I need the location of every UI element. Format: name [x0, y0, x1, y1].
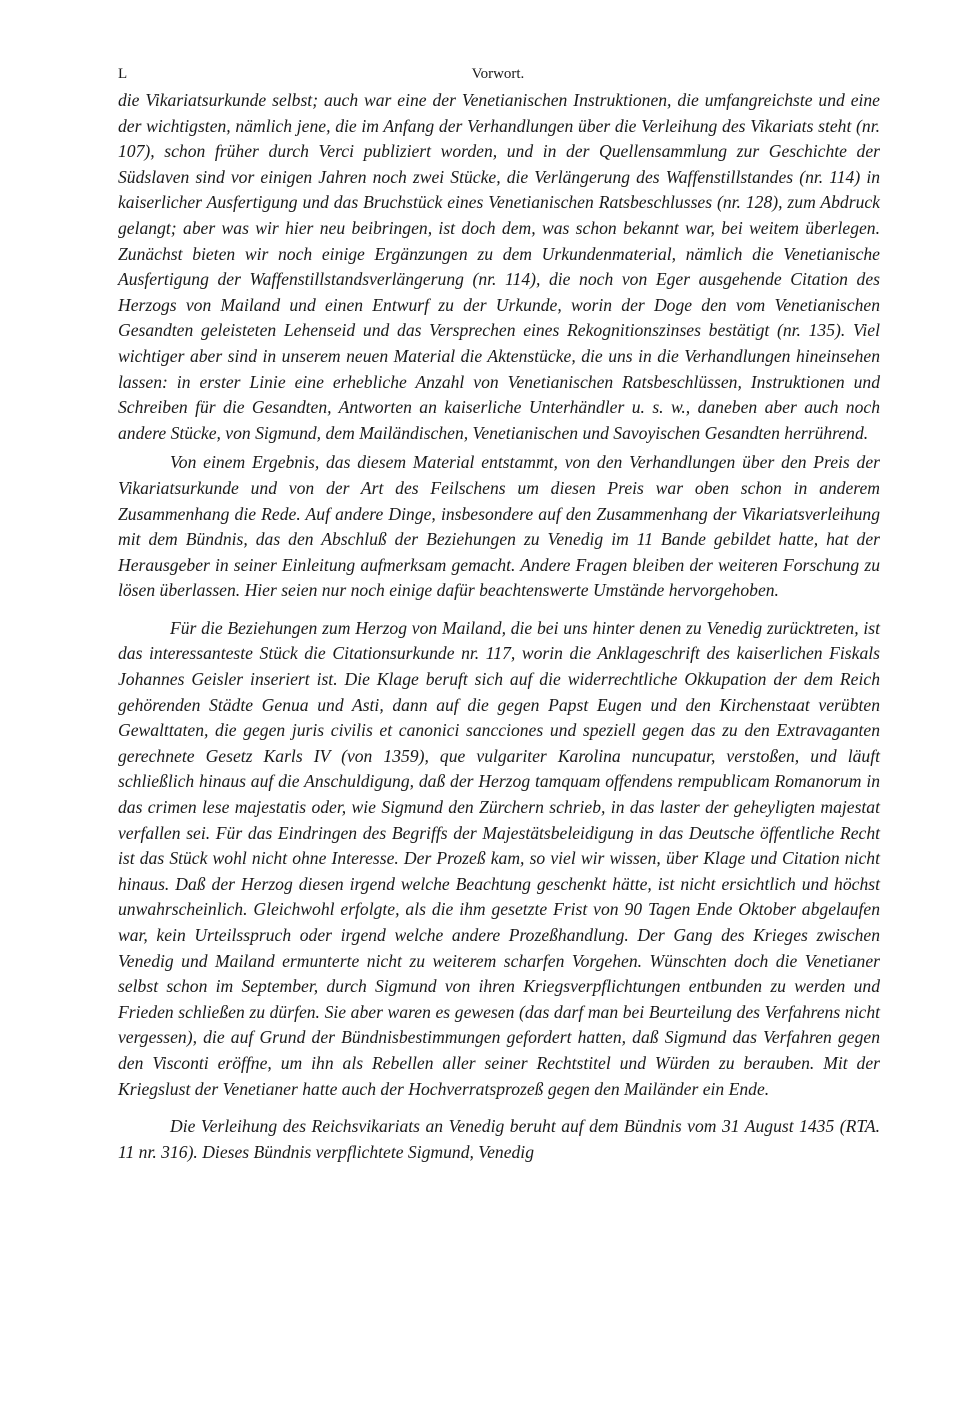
page-number: L — [118, 66, 129, 82]
running-head: Vorwort. — [471, 66, 525, 82]
paragraph: Die Verleihung des Reichsvikariats an Venedig beruht auf dem Bündnis vom 31 August 1435 (RTA. 11 nr. 316). Dieses Bündnis verpflichtete Sigmund, Venedig — [118, 1116, 880, 1162]
paragraph: die Vikariatsurkunde selbst; auch war eine der Venetianischen Instruktionen, die umfangreichste und eine der wichtigsten, nämlich jene, die im Anfang der Verhandlungen über die Verleihung des Vikariats steht (nr. 107), schon früher durch Verci publiziert worden, und in der Quellensammlung zur Geschichte der Südslaven sind vor einigen Jahren noch zwei Stücke, die Verlängerung des Waffenstillstandes (nr. 114) in kaiserlicher Ausfertigung und das Bruchstück eines Venetianischen Ratsbeschlusses (nr. 128), zum Abdruck gelangt; aber was wir hier neu beibringen, ist doch dem, was schon bekannt war, bei weitem überlegen. Zunächst bieten wir noch einige Ergänzungen zu dem Urkundenmaterial, nämlich die Venetianische Ausfertigung der Waffenstillstandsverlängerung (nr. 114), die noch von Eger ausgehende Citation des Herzogs von Mailand und einen Entwurf zu der Urkunde, worin der Doge den vom Venetianischen Gesandten geleisteten Lehenseid und das Versprechen eines Rekognitionszinses bestätigt (nr. 135). Viel wichtiger aber sind in unserem neuen Material die Aktenstücke, die uns in die Verhandlungen hineinsehen lassen: in erster Linie eine erhebliche Anzahl von Venetianischen Ratsbeschlüssen, Instruktionen und Schreiben für die Gesandten, Antworten an kaiserliche Unterhändler u. s. w., daneben aber auch noch andere Stücke, von Sigmund, dem Mailändischen, Venetianischen und Savoyischen Gesandten herrührend. — [118, 90, 880, 443]
body-text — [118, 88, 880, 1165]
paragraph: Von einem Ergebnis, das diesem Material entstammt, von den Verhandlungen über den Preis der Vikariatsurkunde und von der Art des Feilschens um diesen Preis war oben schon in anderem Zusammenhang die Rede. Auf andere Dinge, insbesondere auf den Zusammenhang der Vikariatsverleihung mit dem Bündnis, das den Abschluß der Beziehungen zu Venedig im 11 Bande gebildet hatte, hat der Herausgeber in seiner Einleitung aufmerksam gemacht. Andere Fragen bleiben der weiteren Forschung zu lösen überlassen. Hier seien nur noch einige dafür beachtenswerte Umstände hervorgehoben. — [118, 452, 880, 601]
page-header — [118, 66, 878, 86]
paragraph: Für die Beziehungen zum Herzog von Mailand, die bei uns hinter denen zu Venedig zurücktreten, ist das interessanteste Stück die Citationsurkunde nr. 117, worin die Anklageschrift des kaiserlichen Fiskals Johannes Geisler inseriert ist. Die Klage beruft sich auf die widerrechtliche Okkupation der dem Reich gehörenden Städte Genua und Asti, dann auf die gegen Papst Eugen und den Kirchenstaat verübten Gewalttaten, die gegen juris civilis et canonici sancciones und speziell gegen das zu den Extravaganten gerechnete Gesetz Karls IV (von 1359), que vulgariter Karolina nuncupatur, verstoßen, und läuft schließlich hinaus auf die Anschuldigung, daß der Herzog tamquam offendens rempublicam Romanorum in das crimen lese majestatis oder, wie Sigmund den Zürchern schrieb, in das laster der geheyligten majestat verfallen sei. Für das Eindringen des Begriffs der Majestätsbeleidigung in das Deutsche öffentliche Recht ist das Stück wohl nicht ohne Interesse. Der Prozeß kam, so viel wir wissen, über Klage und Citation nicht hinaus. Daß der Herzog diesen irgend welche Beachtung geschenkt hätte, ist nicht ersichtlich und höchst unwahrscheinlich. Gleichwohl erfolgte, als die ihm gesetzte Frist von 90 Tagen Ende Oktober abgelaufen war, kein Urteilsspruch oder irgend welche andere Prozeßhandlung. Der Gang des Krieges zwischen Venedig und Mailand ermunterte nicht zu weiterem scharfen Vorgehen. Wünschten doch die Venetianer selbst schon im September, durch Sigmund von ihren Kriegsverpflichtungen entbunden zu werden und Frieden schließen zu dürfen. Sie aber waren es gewesen (das darf man bei Beurteilung des Verfahrens nicht vergessen), die auf Grund der Bündnisbestimmungen gefordert hatten, daß Sigmund das Verfahren gegen den Visconti eröffne, um ihn als Rebellen aller seiner Rechtstitel und Würden zu berauben. Mit der Kriegslust der Venetianer hatte auch der Hochverratsprozeß gegen den Mailänder ein Ende. — [118, 617, 880, 1099]
